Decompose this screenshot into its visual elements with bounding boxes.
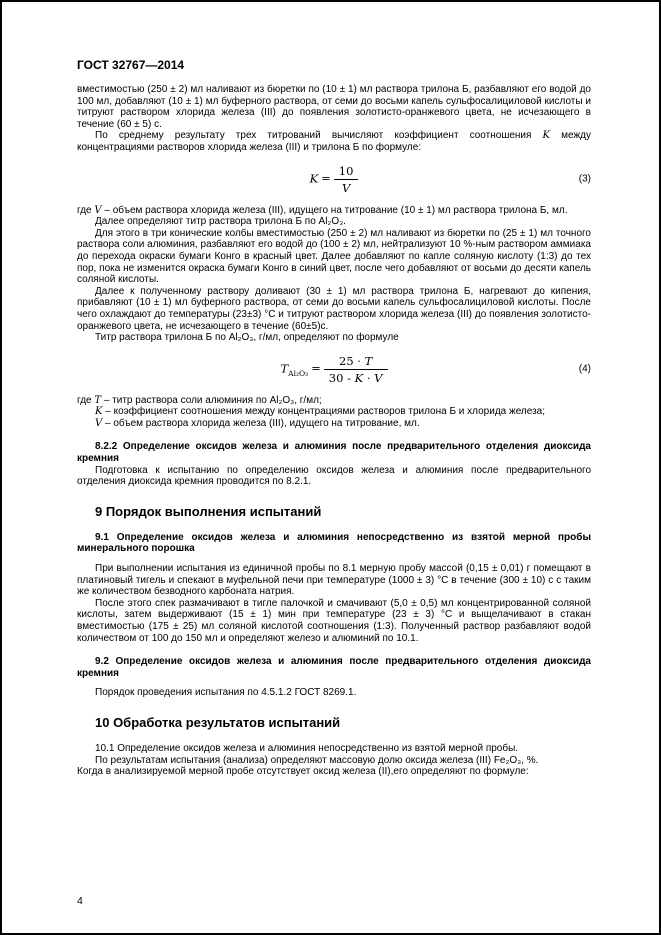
fraction	[324, 354, 388, 385]
document-content	[77, 84, 591, 778]
denominator	[324, 370, 388, 385]
variable-T: T	[94, 394, 102, 406]
paragraph-procedure-titration: Далее к полученному раствору доливают (30 ± 1) мл раствора трилона Б, нагревают до кипения, прибавляют (10 ± 1) мл буферного раствора, от семи до восьми капель сульфосалициловой кислоты. После чего охлаждают до температуры (23±3) °С и титруют раствором хлорида железа (III) до появления золотисто-оранжевого цвета, не исчезающего в течение (60±5)с.	[77, 285, 591, 332]
numerator: 10	[334, 164, 359, 180]
where-clause-formula-4-line-T	[77, 395, 591, 407]
paragraph-10-1-title: 10.1 Определение оксидов железа и алюминия непосредственно из взятой мерной пробы.	[95, 742, 519, 754]
paragraph-coefficient-intro	[77, 130, 591, 153]
denominator-constant: 30 -	[328, 370, 351, 385]
section-heading-9: 9 Порядок выполнения испытаний	[95, 503, 322, 519]
where-lead: где	[77, 394, 92, 406]
denominator-variable-V: V	[341, 180, 351, 195]
subscript-Al2O3: Al₂O₃	[288, 368, 309, 378]
subclause-heading-9-2: 9.2 Определение оксидов железа и алюминия после предварительного отделения диоксида кремния	[77, 656, 591, 679]
document-code: ГОСТ 32767—2014	[77, 58, 185, 72]
numerator	[324, 354, 388, 370]
paragraph-8-2-2-body: Подготовка к испытанию по определению оксидов железа и алюминия после предварительного отделения диоксида кремния проводится по 8.2.1.	[77, 464, 591, 488]
formula-4-body	[280, 354, 387, 385]
numerator-coefficient: 25 ·	[339, 353, 361, 368]
equals-sign: =	[311, 361, 321, 376]
where-text: – объем раствора хлорида железа (III), идущего на титрование, мл.	[105, 417, 420, 429]
paragraph-titre-intro: Далее определяют титр раствора трилона Б по Al₂O₃.	[95, 216, 346, 228]
section-heading-10: 10 Обработка результатов испытаний	[95, 714, 341, 730]
formula-number-4: (4)	[578, 363, 591, 375]
paragraph-titre-formula-intro: Титр раствора трилона Б по Al₂O₃, г/мл, определяют по формуле	[95, 332, 399, 344]
paragraph-continuation: вместимостью (250 ± 2) мл наливают из бюретки по (10 ± 1) мл раствора трилона Б, разбавляют его водой до 100 мл, добавляют (10 ± 1) мл буферного раствора, от семи до восьми капель сульфосалициловой кислоты и титруют раствором хлорида железа (III) до появления золотисто-оранжевого цвета, не исчезающего в течение (60 ± 5) с.	[77, 84, 591, 130]
paragraph-text: По среднему результату трех титрований вычисляют коэффициент соотношения	[95, 130, 532, 142]
fraction	[334, 164, 359, 195]
paragraph-9-1-sintering: При выполнении испытания из единичной пробы по 8.1 мерную пробу массой (0,15 ± 0,01) г помещают в платиновый тигель и спекают в муфельной печи при температуре (1000 ± 3) °С в течение (300 ± 10) с с таким же количеством безводного карбоната натрия.	[77, 563, 591, 598]
paragraph-10-1-condition: Когда в анализируемой мерной пробе отсутствует оксид железа (II),его определяют по формуле:	[77, 766, 529, 778]
formula-number-3: (3)	[578, 173, 591, 185]
subclause-heading-8-2-2: 8.2.2 Определение оксидов железа и алюминия после предварительного отделения диоксида кремния	[77, 441, 591, 465]
variable-K: K	[542, 130, 551, 142]
formula-4	[77, 354, 591, 385]
variable-T: T	[280, 361, 289, 376]
where-lead: где	[77, 204, 92, 216]
paragraph-9-1-leaching: После этого спек размачивают в тигле палочкой и смачивают (5,0 ± 0,5) мл концентрированной соляной кислоты, затем выдерживают (15 ± 1) мин при температуре (23 ± 3) °С и выщелачивают в стакан вместимостью (175 ± 25) мл соляной кислотой соотношения (1:3). Полученный раствор разбавляют водой количеством от 100 до 150 мл и определяют железо и алюминий по 10.1.	[77, 597, 591, 644]
formula-3-body	[310, 164, 359, 195]
where-text: – титр раствора соли алюминия по Al₂O₃, г/мл;	[103, 394, 322, 406]
denominator-variables-KV: K · V	[354, 370, 383, 385]
variable-V: V	[95, 417, 103, 429]
where-clause-formula-4-line-V	[77, 418, 591, 430]
paragraph-9-2-body: Порядок проведения испытания по 4.5.1.2 ГОСТ 8269.1.	[95, 687, 357, 699]
where-text: – коэффициент соотношения между концентрациями растворов трилона Б и хлорида железа;	[105, 406, 546, 418]
variable-T: T	[364, 353, 373, 368]
formula-3	[77, 164, 591, 195]
where-text: – объем раствора хлорида железа (III), идущего на титрование (10 ± 1) мл раствора трилона Б, мл.	[104, 204, 568, 216]
paragraph-text: между концентрациями растворов хлорида железа (III) и трилона Б по формуле:	[77, 130, 592, 153]
paragraph-procedure-flasks: Для этого в три конические колбы вместимостью (250 ± 2) мл наливают из бюретки по (25 ± 1) мл точного раствора соли алюминия, разбавляют его водой до (100 ± 2) мл, нейтрализуют 10 %-ным раствором аммиака до перехода окраски бумаги Конго в красный цвет. Далее добавляют по капле соляную кислоту (1:3) до тех пор, пока не изменится окраска бумаги Конго в синий цвет, после чего добавляют от восьми до десяти капель соляной кислоты.	[77, 227, 591, 286]
page-number: 4	[77, 895, 83, 907]
subclause-heading-9-1: 9.1 Определение оксидов железа и алюминия непосредственно из взятой мерной пробы минерального порошка	[77, 531, 591, 555]
paragraph-10-1-massfraction: По результатам испытания (анализа) определяют массовую долю оксида железа (III) Fe₂O₃, %.	[95, 754, 539, 766]
variable-K: K	[309, 171, 319, 186]
variable-V: V	[94, 204, 102, 216]
where-clause-formula-4-line-K	[77, 406, 591, 418]
variable-K: K	[95, 406, 103, 418]
where-clause-formula-3	[77, 205, 591, 217]
equals-sign: =	[321, 171, 331, 186]
